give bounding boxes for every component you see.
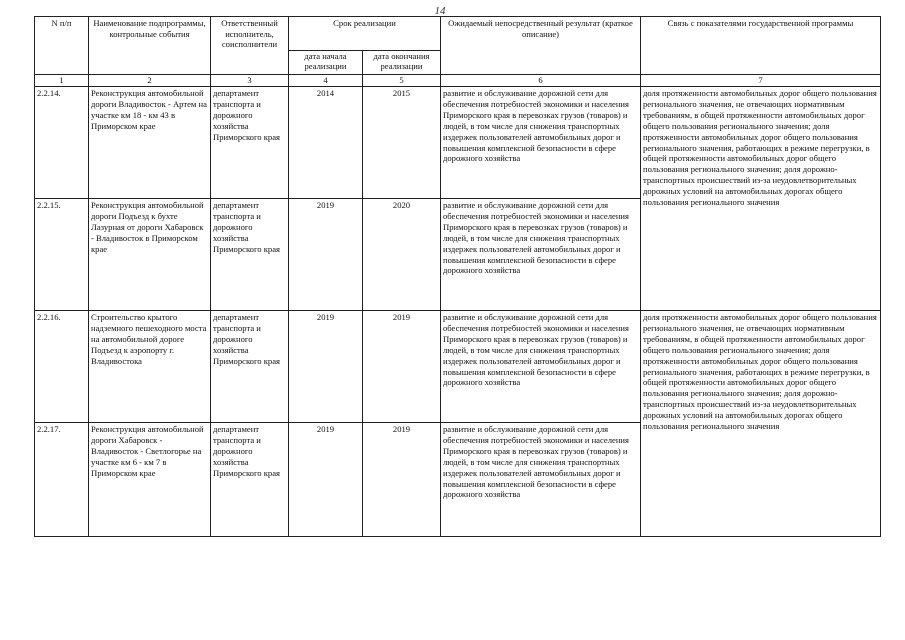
row-end-year: 2020	[363, 199, 441, 311]
column-number-7: 7	[641, 75, 881, 87]
row-executor: департамент транспорта и дорожного хозяйства Приморского края	[211, 199, 289, 311]
column-number-2: 2	[89, 75, 211, 87]
row-start-year: 2014	[289, 87, 363, 199]
row-indicators: доля протяженности автомобильных дорог общего пользования регионального значения, не отвечающих нормативным требованиям, в общей протяженности автомобильных дорог общего пользования регионального значения; доля протяженности автомобильных дорог общего пользования регионального значения, работающих в режиме перегрузки, в общей протяженности автомобильных дорог общего пользования регионального значения; доля дорожно-транспортных происшествий из-за неудовлетворительных дорожных условий на автомобильных дорогах общего пользования регионального значения	[641, 311, 881, 537]
column-number-4: 4	[289, 75, 363, 87]
page-number: 14	[434, 5, 446, 17]
row-name: Реконструкция автомобильной дороги Подъезд к бухте Лазурная от дороги Хабаровск - Владивосток в Приморском крае	[89, 199, 211, 311]
row-start-year: 2019	[289, 311, 363, 423]
program-events-table	[34, 16, 881, 537]
row-end-year: 2019	[363, 311, 441, 423]
row-result: развитие и обслуживание дорожной сети для обеспечения потребностей экономики и населения Приморского края в перевозках грузов (товаров) и людей, в том числе для снижения транспортных издержек пользователей автомобильных дорог и повышения комплексной безопасности в сфере дорожного хозяйства	[441, 311, 641, 423]
row-executor: департамент транспорта и дорожного хозяйства Приморского края	[211, 311, 289, 423]
header-end-date: дата окончания реализации	[363, 51, 441, 75]
row-name: Реконструкция автомобильной дороги Хабаровск - Владивосток - Светлогорье на участке км 6 - км 7 в Приморском крае	[89, 423, 211, 537]
row-indicators: доля протяженности автомобильных дорог общего пользования регионального значения, не отвечающих нормативным требованиям, в общей протяженности автомобильных дорог общего пользования регионального значения; доля протяженности автомобильных дорог общего пользования регионального значения, работающих в режиме перегрузки, в общей протяженности автомобильных дорог общего пользования регионального значения; доля дорожно-транспортных происшествий из-за неудовлетворительных дорожных условий на автомобильных дорогах общего пользования регионального значения	[641, 87, 881, 311]
column-number-5: 5	[363, 75, 441, 87]
row-number: 2.2.14.	[35, 87, 89, 199]
row-number: 2.2.16.	[35, 311, 89, 423]
row-executor: департамент транспорта и дорожного хозяйства Приморского края	[211, 423, 289, 537]
header-result: Ожидаемый непосредственный результат (краткое описание)	[441, 17, 641, 75]
row-start-year: 2019	[289, 199, 363, 311]
row-number: 2.2.15.	[35, 199, 89, 311]
row-name: Реконструкция автомобильной дороги Владивосток - Артем на участке км 18 - км 43 в Приморском крае	[89, 87, 211, 199]
table-row	[35, 87, 881, 199]
row-end-year: 2015	[363, 87, 441, 199]
header-executor: Ответственный исполнитель, соисполнители	[211, 17, 289, 75]
row-number: 2.2.17.	[35, 423, 89, 537]
header-period: Срок реализации	[289, 17, 441, 51]
column-number-1: 1	[35, 75, 89, 87]
row-name: Строительство крытого надземного пешеходного моста на автомобильной дороге Подъезд к аэропорту г. Владивостока	[89, 311, 211, 423]
header-indicators: Связь с показателями государственной программы	[641, 17, 881, 75]
row-executor: департамент транспорта и дорожного хозяйства Приморского края	[211, 87, 289, 199]
header-number: N п/п	[35, 17, 89, 75]
column-number-6: 6	[441, 75, 641, 87]
row-start-year: 2019	[289, 423, 363, 537]
header-start-date: дата начала реализации	[289, 51, 363, 75]
table-row	[35, 311, 881, 423]
header-name: Наименование подпрограммы, контрольные события	[89, 17, 211, 75]
row-result: развитие и обслуживание дорожной сети для обеспечения потребностей экономики и населения Приморского края в перевозках грузов (товаров) и людей, в том числе для снижения транспортных издержек пользователей автомобильных дорог и повышения комплексной безопасности в сфере дорожного хозяйства	[441, 199, 641, 311]
row-end-year: 2019	[363, 423, 441, 537]
row-result: развитие и обслуживание дорожной сети для обеспечения потребностей экономики и населения Приморского края в перевозках грузов (товаров) и людей, в том числе для снижения транспортных издержек пользователей автомобильных дорог и повышения комплексной безопасности в сфере дорожного хозяйства	[441, 87, 641, 199]
row-result: развитие и обслуживание дорожной сети для обеспечения потребностей экономики и населения Приморского края в перевозках грузов (товаров) и людей, в том числе для снижения транспортных издержек пользователей автомобильных дорог и повышения комплексной безопасности в сфере дорожного хозяйства	[441, 423, 641, 537]
column-number-3: 3	[211, 75, 289, 87]
